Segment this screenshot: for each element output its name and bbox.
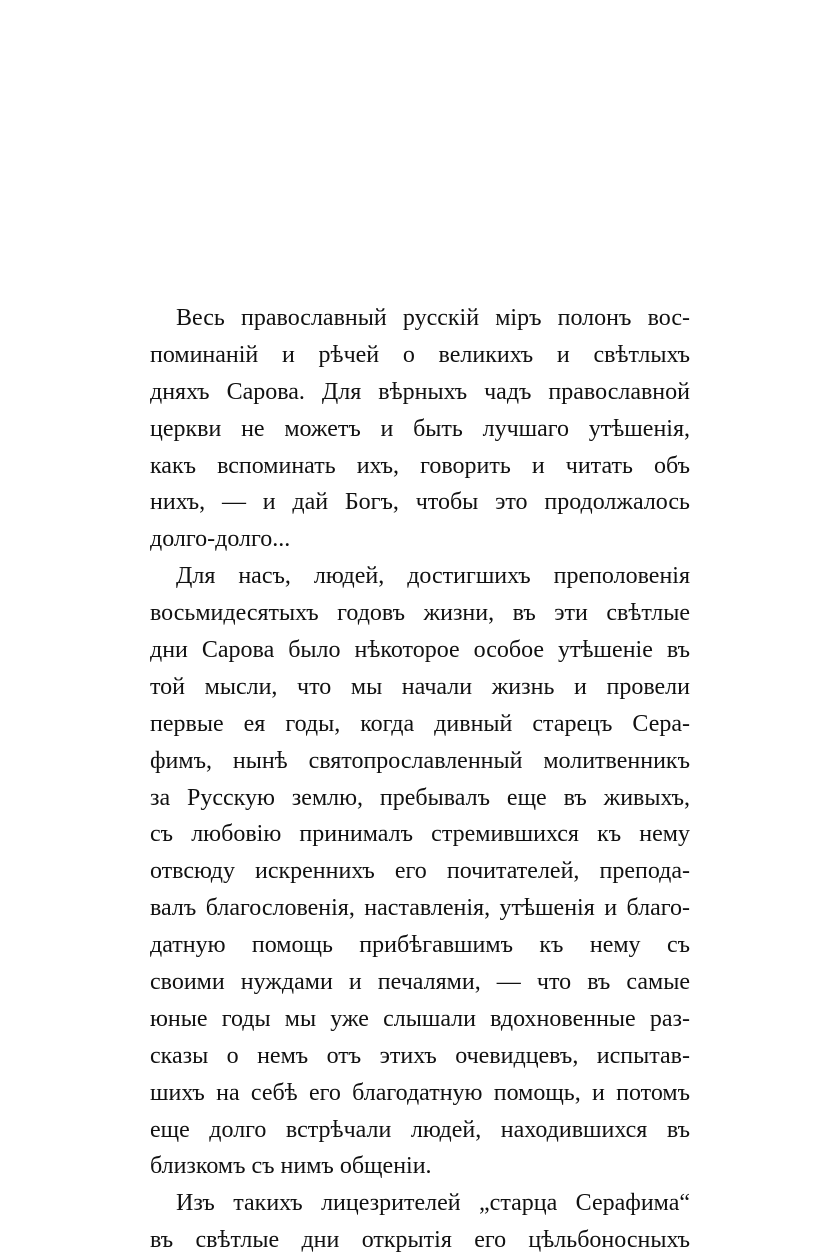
paragraph-1 xyxy=(150,300,690,558)
text-line: нихъ, — и дай Богъ, чтобы это продолжалось xyxy=(150,489,690,516)
text-line: дняхъ Сарова. Для вѣрныхъ чадъ православной xyxy=(150,378,690,405)
text-line: сказы о немъ отъ этихъ очевидцевъ, испытав- xyxy=(150,1042,690,1069)
body-text xyxy=(150,300,690,1259)
text-line: церкви не можетъ и быть лучшаго утѣшенія, xyxy=(150,415,690,442)
text-line: какъ вспоминать ихъ, говорить и читать объ xyxy=(150,452,690,479)
text-line: юные годы мы уже слышали вдохновенные раз- xyxy=(150,1005,690,1032)
text-line: съ любовію принималъ стремившихся къ нему xyxy=(150,821,690,848)
text-line: восьмидесятыхъ годовъ жизни, въ эти свѣтлые xyxy=(150,600,690,627)
text-line: Для насъ, людей, достигшихъ преполовенія xyxy=(176,563,690,590)
text-line: еще долго встрѣчали людей, находившихся въ xyxy=(150,1116,690,1143)
text-line: датную помощь прибѣгавшимъ къ нему съ xyxy=(150,932,690,959)
text-line: Изъ такихъ лицезрителей „старца Серафима“ xyxy=(176,1190,690,1217)
text-line: долго-долго... xyxy=(150,526,291,553)
paragraph-2 xyxy=(150,558,690,1185)
text-line: своими нуждами и печалями, — что въ самые xyxy=(150,969,690,996)
text-line: дни Сарова было нѣкоторое особое утѣшеніе въ xyxy=(150,637,690,664)
text-line: той мысли, что мы начали жизнь и провели xyxy=(150,673,690,700)
text-line: отвсюду искреннихъ его почитателей, препода- xyxy=(150,858,690,885)
text-line: валъ благословенія, наставленія, утѣшенія и благо- xyxy=(150,895,690,922)
text-line: въ свѣтлые дни открытія его цѣльбоносныхъ xyxy=(150,1227,690,1254)
text-line: за Русскую землю, пребывалъ еще въ живыхъ, xyxy=(150,784,690,811)
paragraph-3 xyxy=(150,1185,690,1259)
text-line: Весь православный русскій міръ полонъ вос- xyxy=(176,305,690,331)
text-line: фимъ, нынѣ святопрославленный молитвенникъ xyxy=(150,747,690,774)
text-line: близкомъ съ нимъ общеніи. xyxy=(150,1153,432,1180)
text-line: шихъ на себѣ его благодатную помощь, и потомъ xyxy=(150,1079,690,1106)
text-line: поминаній и рѣчей о великихъ и свѣтлыхъ xyxy=(150,341,690,368)
text-line: первые ея годы, когда дивный старецъ Сера- xyxy=(150,710,690,737)
